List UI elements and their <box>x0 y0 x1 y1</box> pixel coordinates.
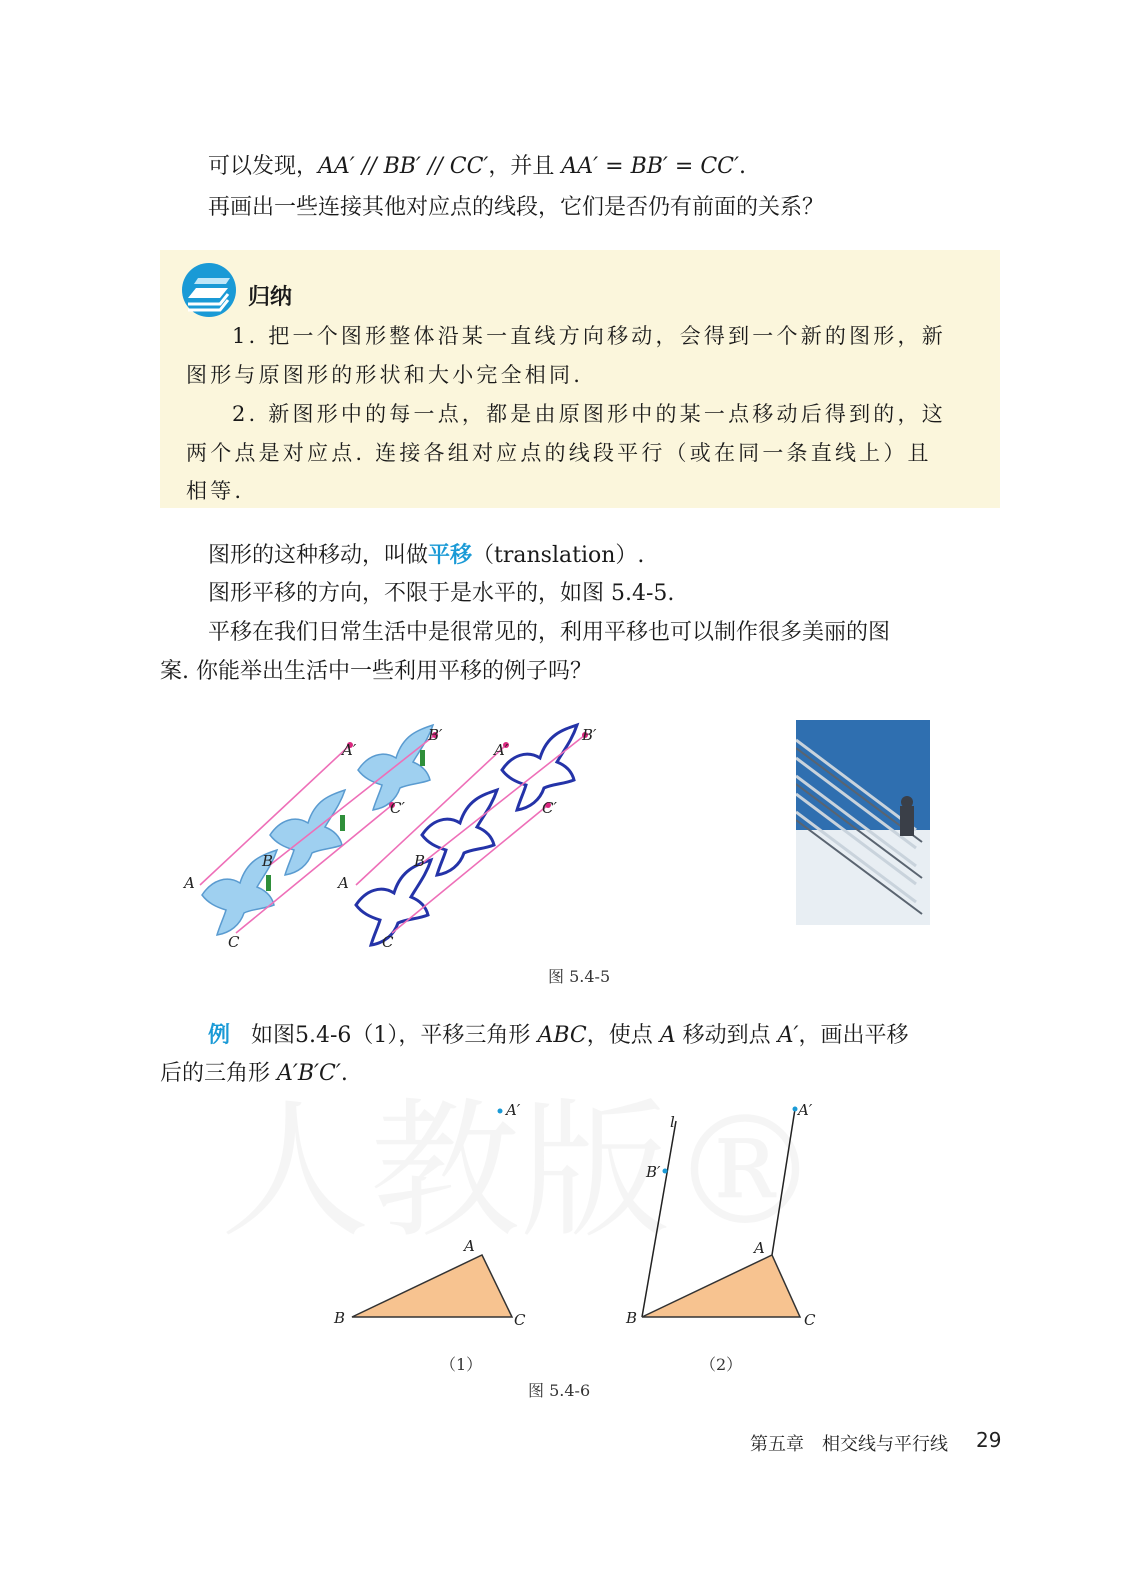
example-statement-2 <box>160 1059 348 1089</box>
math-equal: AA′ = BB′ = CC′ <box>561 154 740 179</box>
label-C: C <box>514 1311 526 1329</box>
label-C1-right: C′ <box>542 799 557 817</box>
summary-point-1: 1. 把一个图形整体沿某一直线方向移动，会得到一个新的图形，新 <box>232 324 946 348</box>
label-B1-left: B′ <box>428 726 443 744</box>
text-fragment: 图形的这种移动，叫做 <box>208 543 429 568</box>
math-a1b1c1: A′B′C′ <box>277 1061 341 1086</box>
label-A-left: A <box>184 874 195 892</box>
summary-point-2: 2. 新图形中的每一点，都是由原图形中的某一点移动后得到的，这 <box>232 402 946 426</box>
figure-5-4-5-caption: 图 5.4-5 <box>548 967 611 986</box>
line-aa1 <box>772 1109 795 1255</box>
point-a1 <box>498 1109 503 1114</box>
label-C-right: C <box>382 933 394 951</box>
paragraph-daily-life-1: 平移在我们日常生活中是很常见的，利用平移也可以制作很多美丽的图 <box>208 620 891 645</box>
label-B-left: B <box>262 852 274 870</box>
text-fragment: 可以发现， <box>208 154 319 179</box>
summary-point-2-cont: 两个点是对应点. 连接各组对应点的线段平行（或在同一条直线上）且 <box>186 441 932 465</box>
math-abc: ABC <box>537 1023 587 1048</box>
label-A1-right: A′ <box>494 741 509 759</box>
label-B1-right: B′ <box>582 726 597 744</box>
summary-point-2-end: 相等. <box>186 479 245 503</box>
example-label: 例 <box>208 1022 231 1048</box>
math-parallel: AA′ // BB′ // CC′ <box>318 154 489 179</box>
summary-point-1-cont: 图形与原图形的形状和大小完全相同. <box>186 363 584 387</box>
figure-5-4-6-caption: 图 5.4-6 <box>528 1381 591 1400</box>
text-fragment: 后的三角形 <box>160 1061 277 1086</box>
figure-5-4-6-sub-1: （1） <box>440 1355 483 1374</box>
text-fragment: （translation）. <box>472 543 645 568</box>
label-C-2: C <box>804 1311 816 1329</box>
figure-5-4-6-part-1 <box>320 1095 560 1335</box>
figure-5-4-5-doves <box>170 715 650 960</box>
dove-group-filled <box>202 725 433 935</box>
paragraph-daily-life-2: 案. 你能举出生活中一些利用平移的例子吗？ <box>160 659 592 684</box>
label-l: l <box>670 1113 675 1131</box>
example-statement-1 <box>208 1020 909 1051</box>
text-fragment: 移动到点 <box>675 1023 778 1048</box>
line-l <box>642 1121 676 1317</box>
math-a1: A′ <box>777 1023 799 1048</box>
text-fragment: 如图5.4-6（1），平移三角形 <box>251 1023 538 1048</box>
paragraph-translation-definition <box>208 540 644 571</box>
label-B1: B′ <box>646 1163 661 1181</box>
footer-chapter: 第五章 相交线与平行线 <box>750 1434 948 1455</box>
label-B-2: B <box>626 1309 638 1327</box>
text-fragment: ，画出平移 <box>798 1023 909 1048</box>
text-fragment: ，并且 <box>488 154 562 179</box>
label-A1-2: A′ <box>798 1101 813 1119</box>
figure-5-4-6-part-2 <box>620 1095 840 1335</box>
term-translation: 平移 <box>428 542 473 568</box>
point-a1-2 <box>793 1107 798 1112</box>
triangle-abc-2 <box>642 1255 800 1317</box>
summary-title: 归纳 <box>248 285 293 310</box>
summary-book-icon <box>180 262 242 318</box>
text-fragment: . <box>739 154 747 179</box>
label-C1-left: C′ <box>390 799 405 817</box>
label-B: B <box>334 1309 346 1327</box>
paragraph-conclusion <box>208 152 746 182</box>
figure-5-4-6-sub-2: （2） <box>700 1355 743 1374</box>
text-fragment: ，使点 <box>586 1023 660 1048</box>
text-fragment: . <box>340 1061 348 1086</box>
triangle-abc <box>352 1255 512 1317</box>
label-A1-left: A′ <box>342 741 357 759</box>
math-a: A <box>659 1023 676 1048</box>
label-A1: A′ <box>506 1101 521 1119</box>
page-number: 29 <box>976 1428 1002 1452</box>
label-A-2: A <box>754 1239 765 1257</box>
point-b1 <box>663 1169 668 1174</box>
label-B-right: B <box>414 852 426 870</box>
label-C-left: C <box>228 933 240 951</box>
escalator-photo <box>796 720 930 925</box>
label-A-right: A <box>338 874 349 892</box>
paragraph-question: 再画出一些连接其他对应点的线段，它们是否仍有前面的关系？ <box>208 195 825 220</box>
label-A: A <box>464 1237 475 1255</box>
paragraph-direction: 图形平移的方向，不限于是水平的，如图 5.4-5. <box>208 581 675 606</box>
